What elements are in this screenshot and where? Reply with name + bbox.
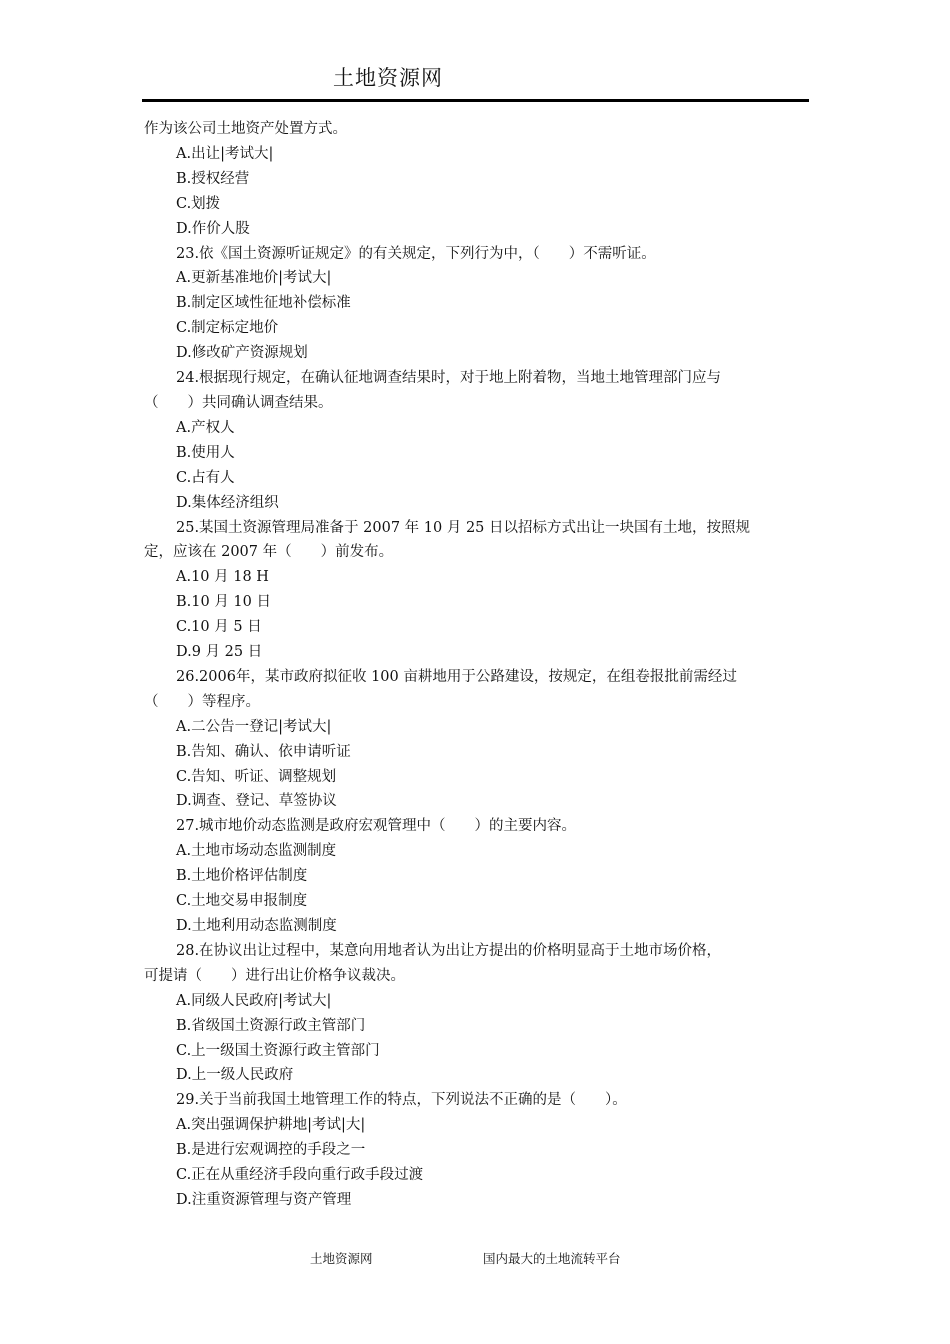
answer-option: C.制定标定地价	[176, 320, 279, 337]
answer-option: C.占有人	[176, 469, 235, 486]
question-continuation: 作为该公司土地资产处置方式。	[144, 121, 347, 137]
question-continuation: （ ）等程序。	[144, 693, 260, 710]
document-body	[144, 117, 808, 1213]
question-stem: 25.某国土资源管理局准备于 2007 年 10 月 25 日以招标方式出让一块国有土地，按照规	[176, 519, 751, 536]
answer-option: D.调查、登记、草签协议	[176, 793, 337, 810]
answer-option: B.授权经营	[176, 170, 250, 187]
answer-option: B.省级国土资源行政主管部门	[176, 1017, 366, 1034]
answer-option: D.修改矿产资源规划	[176, 345, 308, 362]
header-divider	[142, 99, 809, 102]
question-continuation: 定，应该在 2007 年（ ）前发布。	[144, 544, 394, 561]
answer-option: A.二公告一登记|考试大|	[176, 718, 332, 735]
answer-option: A.突出强调保护耕地|考试|大|	[176, 1117, 366, 1134]
footer-slogan: 国内最大的土地流转平台	[483, 1251, 621, 1266]
answer-option: B.使用人	[176, 444, 235, 461]
answer-option: C.划拨	[176, 195, 221, 212]
answer-option: B.制定区域性征地补偿标准	[176, 295, 351, 312]
question-continuation: 可提请（ ）进行出让价格争议裁决。	[144, 967, 405, 984]
answer-option: C.土地交易申报制度	[176, 893, 308, 910]
answer-option: A.更新基准地价|考试大|	[176, 270, 332, 287]
answer-option: A.土地市场动态监测制度	[176, 843, 337, 860]
answer-option: C.上一级国土资源行政主管部门	[176, 1042, 380, 1059]
answer-option: D.作价人股	[176, 220, 250, 237]
page-header-title: 土地资源网	[333, 66, 443, 90]
answer-option: C.正在从重经济手段向重行政手段过渡	[176, 1167, 424, 1184]
question-stem: 23.依《国土资源听证规定》的有关规定，下列行为中，（ ）不需听证。	[176, 245, 656, 262]
answer-option: A.出让|考试大|	[176, 145, 274, 162]
answer-option: C.告知、听证、调整规划	[176, 768, 337, 785]
question-stem: 26.2006年，某市政府拟征收 100 亩耕地用于公路建设，按规定，在组卷报批前需经过	[176, 668, 737, 685]
answer-option: D.集体经济组织	[176, 494, 279, 511]
answer-option: B.告知、确认、依申请听证	[176, 743, 351, 760]
question-stem: 27.城市地价动态监测是政府宏观管理中（ ）的主要内容。	[176, 818, 577, 835]
answer-option: D.上一级人民政府	[176, 1067, 294, 1084]
question-stem: 24.根据现行规定，在确认征地调查结果时，对于地上附着物，当地土地管理部门应与	[176, 370, 722, 387]
answer-option: B.是进行宏观调控的手段之一	[176, 1142, 366, 1159]
answer-option: D.土地利用动态监测制度	[176, 918, 337, 934]
answer-option: B.土地价格评估制度	[176, 868, 308, 885]
question-stem: 28.在协议出让过程中，某意向用地者认为出让方提出的价格明显高于土地市场价格，	[176, 942, 722, 959]
answer-option: C.10 月 5 日	[176, 619, 262, 636]
answer-option: B.10 月 10 日	[176, 594, 271, 611]
answer-option: D.9 月 25 日	[176, 644, 263, 661]
answer-option: A.同级人民政府|考试大|	[176, 992, 332, 1009]
answer-option: D.注重资源管理与资产管理	[176, 1191, 352, 1208]
footer-site-name: 土地资源网	[310, 1251, 373, 1266]
question-continuation: （ ）共同确认调查结果。	[144, 394, 333, 411]
answer-option: A.产权人	[176, 419, 235, 436]
answer-option: A.10 月 18 H	[176, 569, 269, 586]
question-stem: 29.关于当前我国土地管理工作的特点，下列说法不正确的是（ ）。	[176, 1092, 627, 1109]
